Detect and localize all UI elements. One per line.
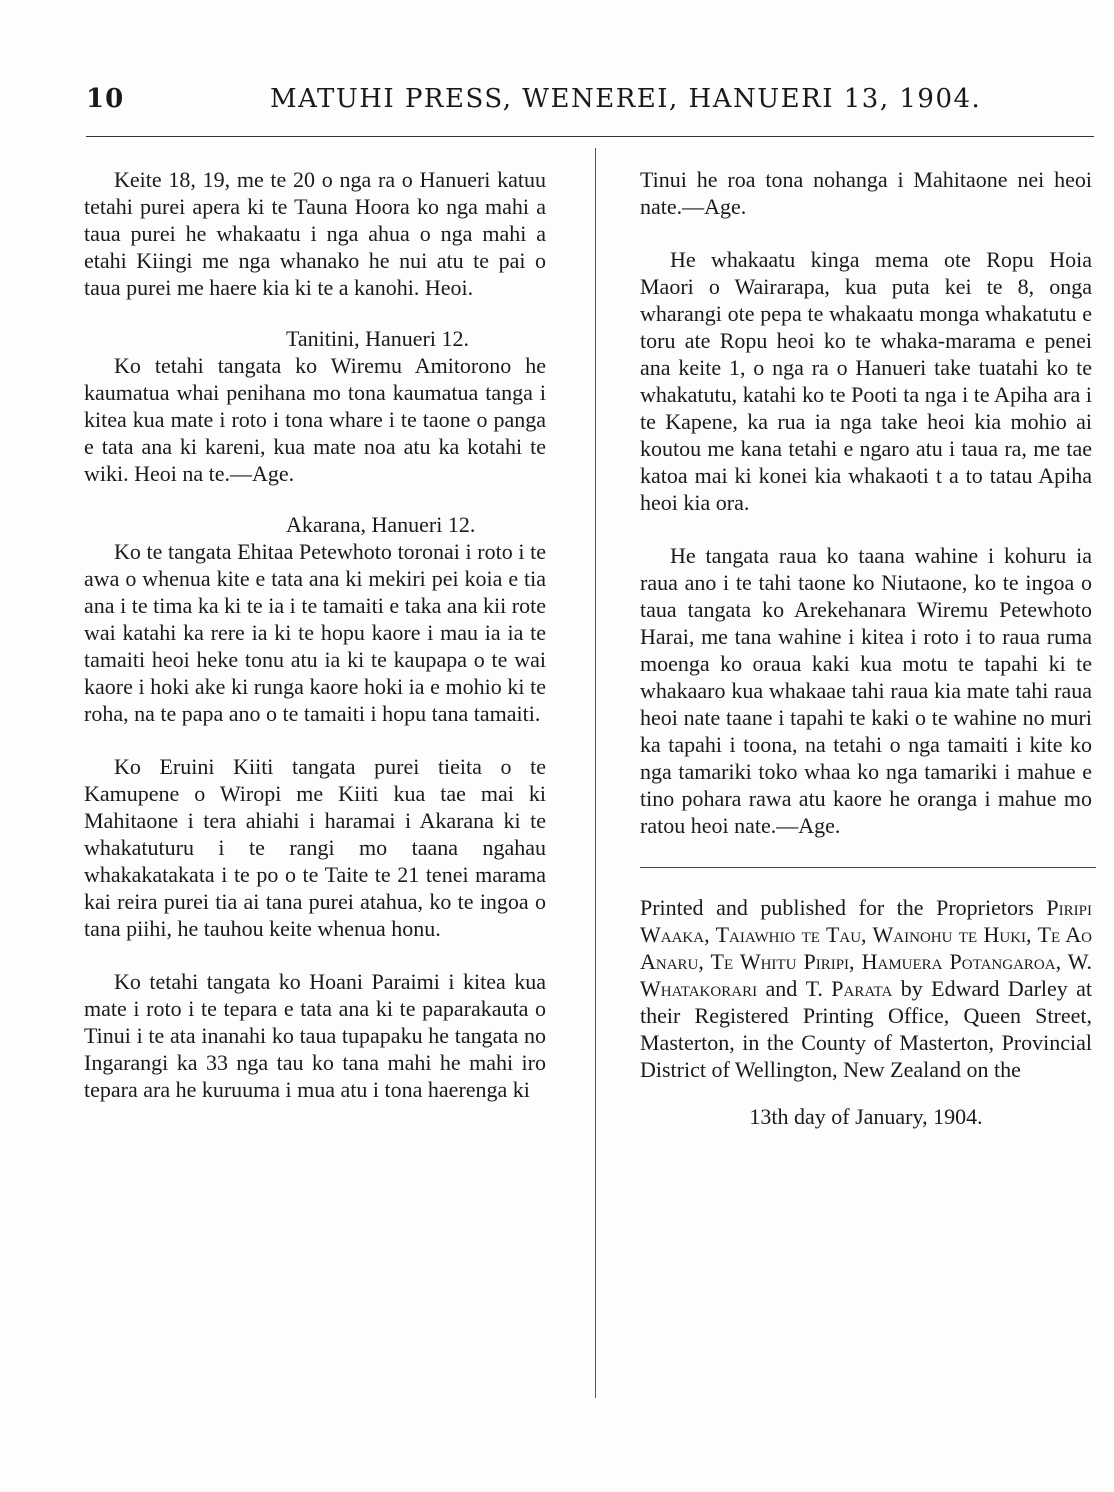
paragraph-gap bbox=[84, 727, 546, 753]
imprint-last-proprietor: T. Parata bbox=[805, 976, 893, 1001]
paragraph-gap bbox=[640, 516, 1092, 542]
page-header bbox=[0, 84, 1114, 124]
article-wiremu-amitorono: Ko tetahi tangata ko Wiremu Amitorono he kaumatua whai penihana mo tona kaumatua tanga i kitea kua mate i roto i tona whare i te taone o panga e tata ana ki kareni, kua mate noa atu ka kotahi te wiki. Heoi na te.—Age. bbox=[84, 353, 546, 486]
article-continued: Tinui he roa tona nohanga i Mahitaone nei heoi nate.—Age. bbox=[640, 167, 1092, 219]
article-ropu-hoia: He whakaatu kinga mema ote Ropu Hoia Maori o Wairarapa, kua puta kei te 8, onga wharangi ote pepa te whakaatu monga whakatutu e toru ate Ropu heoi ko te whaka-marama e penei ana keite 1, o nga ra o Hanueri take tuatahi ko te whakatutu, katahi ko te Pooti ta nga i te Apiha ara i te Kapene, ka rua ia nga take heoi kia mohio ai koutou me kana tetahi e ngaro atu i taua ra, me tae katoa mai ki konei kia whakaoti t a to tatau Apiha heoi kia ora. bbox=[640, 247, 1092, 515]
paragraph-gap bbox=[84, 942, 546, 968]
article-eruini-kiiti: Ko Eruini Kiiti tangata purei tieita o te Kamupene o Wiropi me Kiiti kua tae mai ki Mahitaone i tera ahiahi i haramai i Akarana ki te whakatuturu i te rangi mo taana ngahau whakakatakata i te po o te Taite te 21 tenei marama kai reira purei tia ai tana purei atahua, ko te ingoa o tana piihi, he tauhou keite whenua honu. bbox=[84, 754, 546, 941]
imprint-intro: Printed and published for the Proprietors bbox=[640, 895, 1034, 920]
imprint-proprietors: Piripi Waaka, Taiawhio te Tau, Wainohu te Huki, Te Ao Anaru, Te Whitu Piripi, Hamuera Potangaroa, W. Whatakorari bbox=[640, 895, 1092, 1001]
header-rule bbox=[86, 136, 1094, 137]
page-number: 10 bbox=[86, 84, 125, 114]
article-niutaone: He tangata raua ko taana wahine i kohuru ia raua ano i te tahi taone ko Niutaone, ko te ingoa o taua tangata ko Arekehanara Wiremu Petewhoto Harai, me tana wahine i kitea i roto i to raua ruma moenga ko oraua kaki kua motu te tapahi ki te whakaaro kua whakaae tahi raua kia mate tahi raua heoi nate taane i tapahi te kaki o te wahine no muri ka tapahi i toona, na tetahi o nga tamaiti i kite ko nga tamariki toko whaa ko nga tamariki i mahue e tino pohara rawa atu kaore he oranga i mahue mo ratou heoi nate.—Age. bbox=[640, 543, 1092, 838]
column-divider bbox=[595, 148, 596, 1398]
article-theatre-notice: Keite 18, 19, me te 20 o nga ra o Hanueri katuu tetahi purei apera ki te Tauna Hoora ko nga mahi a taua purei he whakaatu i nga ahua o nga mahi a etahi Kiingi me nga whanako he nui atu te pai o taua purei me haere kia ki te a kanohi. Heoi. bbox=[84, 167, 546, 300]
right-column bbox=[640, 166, 1092, 1130]
paragraph-gap bbox=[640, 220, 1092, 246]
dateline-akarana: Akarana, Hanueri 12. bbox=[286, 512, 476, 537]
imprint-date: 13th day of January, 1904. bbox=[749, 1104, 983, 1129]
article-drowning: Ko te tangata Ehitaa Petewhoto toronai i roto i te awa o whenua kite e tata ana ki mekiri pei koia e tia ana i te tima ka ki te ia i te tamaiti e taka ana kii rote wai katahi ka rere ia ki te hopu kaore i mau ia ia te tamaiti heoi heke tonu atu ia ki te kaupapa o te wai kaore i hoki ake ki runga kaore hoki ia e mohio ki te roha, na te papa ano o te tamaiti i hopu tana tamaiti. bbox=[84, 539, 546, 726]
imprint-rest: by Edward Darley at their Registered Printing Office, Queen Street, Masterton, in the County of Masterton, Provincial District of Wellington, New Zealand on the bbox=[640, 976, 1093, 1082]
article-hoani-paraimi: Ko tetahi tangata ko Hoani Paraimi i kitea kua mate i roto i te tepara e tata ana ki te paparakauta o Tinui i te ata inanahi ko taua tupapaku he tangata no Ingarangi ka 33 nga tau ko tana mahi he mahi iro tepara ara he kuruuma i mua atu i tona haerenga ki bbox=[84, 969, 546, 1102]
masthead-title: MATUHI PRESS, WENEREI, HANUERI 13, 1904. bbox=[270, 84, 982, 114]
imprint-notice bbox=[640, 894, 1092, 1083]
imprint-and: and bbox=[765, 976, 798, 1001]
imprint-rule bbox=[640, 867, 1096, 868]
left-column bbox=[84, 166, 546, 1103]
dateline-tanitini: Tanitini, Hanueri 12. bbox=[286, 326, 469, 351]
